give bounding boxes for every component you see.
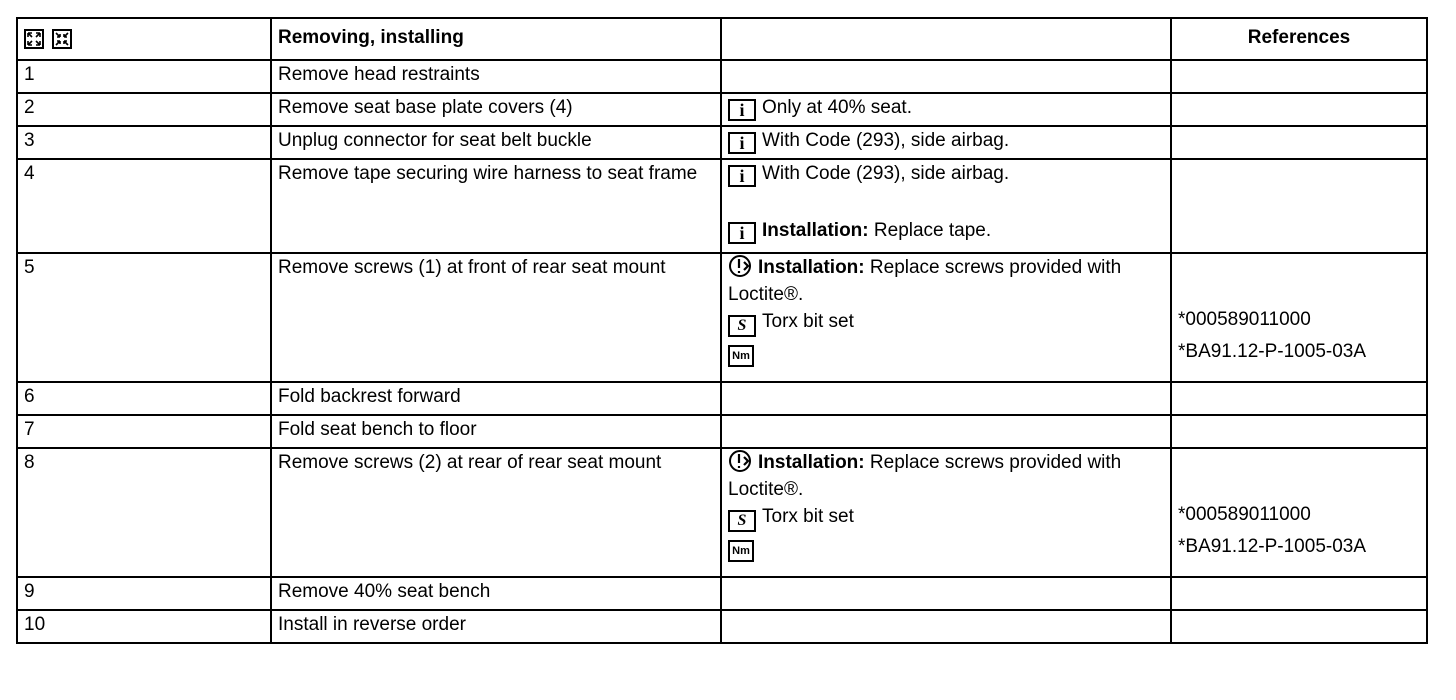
expand-icon[interactable] <box>24 29 44 49</box>
notes-cell <box>721 253 1171 382</box>
header-notes <box>721 18 1171 60</box>
step-number: 3 <box>17 126 271 159</box>
note-text: Only at 40% seat. <box>762 97 912 118</box>
info-icon[interactable]: i <box>728 222 756 244</box>
table-row <box>17 415 1427 448</box>
notes-cell <box>721 93 1171 126</box>
task-text: Fold backrest forward <box>271 382 721 415</box>
note-text: Replace screws provided with Loctite®. <box>728 452 1122 500</box>
step-number: 10 <box>17 610 271 643</box>
warning-icon[interactable] <box>728 449 754 473</box>
table-row <box>17 159 1427 253</box>
torque-icon[interactable]: Nm <box>728 540 754 562</box>
references-cell <box>1171 382 1427 415</box>
references-cell <box>1171 93 1427 126</box>
task-text: Remove seat base plate covers (4) <box>271 93 721 126</box>
reference-link[interactable]: *000589011000 <box>1178 309 1311 330</box>
note-text: Replace tape. <box>868 220 992 241</box>
step-number: 1 <box>17 60 271 93</box>
references-cell <box>1171 253 1427 382</box>
note-text: Replace screws provided with Loctite®. <box>728 257 1122 305</box>
task-text: Remove head restraints <box>271 60 721 93</box>
step-number: 8 <box>17 448 271 577</box>
special-tool-icon[interactable]: S <box>728 510 756 532</box>
references-cell <box>1171 610 1427 643</box>
info-icon[interactable]: i <box>728 99 756 121</box>
tool-text: Torx bit set <box>762 311 854 332</box>
step-number: 9 <box>17 577 271 610</box>
notes-cell <box>721 159 1171 253</box>
notes-cell <box>721 60 1171 93</box>
references-cell <box>1171 60 1427 93</box>
tool-text: Torx bit set <box>762 506 854 527</box>
header-icons-cell <box>17 18 271 60</box>
table-row <box>17 60 1427 93</box>
info-icon[interactable]: i <box>728 132 756 154</box>
references-cell <box>1171 126 1427 159</box>
special-tool-icon[interactable]: S <box>728 315 756 337</box>
collapse-icon[interactable] <box>52 29 72 49</box>
note-text: With Code (293), side airbag. <box>762 130 1010 151</box>
references-cell <box>1171 159 1427 253</box>
task-text: Remove screws (1) at front of rear seat mount <box>271 253 721 382</box>
task-text: Fold seat bench to floor <box>271 415 721 448</box>
table-row <box>17 382 1427 415</box>
task-text: Install in reverse order <box>271 610 721 643</box>
info-icon[interactable]: i <box>728 165 756 187</box>
table-row <box>17 577 1427 610</box>
step-number: 2 <box>17 93 271 126</box>
notes-cell <box>721 415 1171 448</box>
notes-cell <box>721 382 1171 415</box>
header-row <box>17 18 1427 60</box>
task-text: Remove tape securing wire harness to seat frame <box>271 159 721 253</box>
table-row <box>17 610 1427 643</box>
installation-label: Installation: <box>762 220 869 241</box>
installation-label: Installation: <box>758 257 865 278</box>
reference-link[interactable]: *BA91.12-P-1005-03A <box>1178 536 1367 557</box>
notes-cell <box>721 577 1171 610</box>
step-number: 6 <box>17 382 271 415</box>
references-cell <box>1171 415 1427 448</box>
installation-label: Installation: <box>758 452 865 473</box>
table-row <box>17 253 1427 382</box>
warning-icon[interactable] <box>728 254 754 278</box>
table-row <box>17 93 1427 126</box>
references-cell <box>1171 577 1427 610</box>
step-number: 4 <box>17 159 271 253</box>
header-references: References <box>1171 18 1427 60</box>
references-cell <box>1171 448 1427 577</box>
step-number: 7 <box>17 415 271 448</box>
torque-icon[interactable]: Nm <box>728 345 754 367</box>
reference-link[interactable]: *000589011000 <box>1178 504 1311 525</box>
task-text: Remove 40% seat bench <box>271 577 721 610</box>
notes-cell <box>721 126 1171 159</box>
table-row <box>17 126 1427 159</box>
procedure-table <box>16 17 1428 644</box>
step-number: 5 <box>17 253 271 382</box>
table-row <box>17 448 1427 577</box>
notes-cell <box>721 448 1171 577</box>
header-task: Removing, installing <box>271 18 721 60</box>
reference-link[interactable]: *BA91.12-P-1005-03A <box>1178 341 1367 362</box>
task-text: Remove screws (2) at rear of rear seat mount <box>271 448 721 577</box>
note-text: With Code (293), side airbag. <box>762 163 1010 184</box>
task-text: Unplug connector for seat belt buckle <box>271 126 721 159</box>
notes-cell <box>721 610 1171 643</box>
